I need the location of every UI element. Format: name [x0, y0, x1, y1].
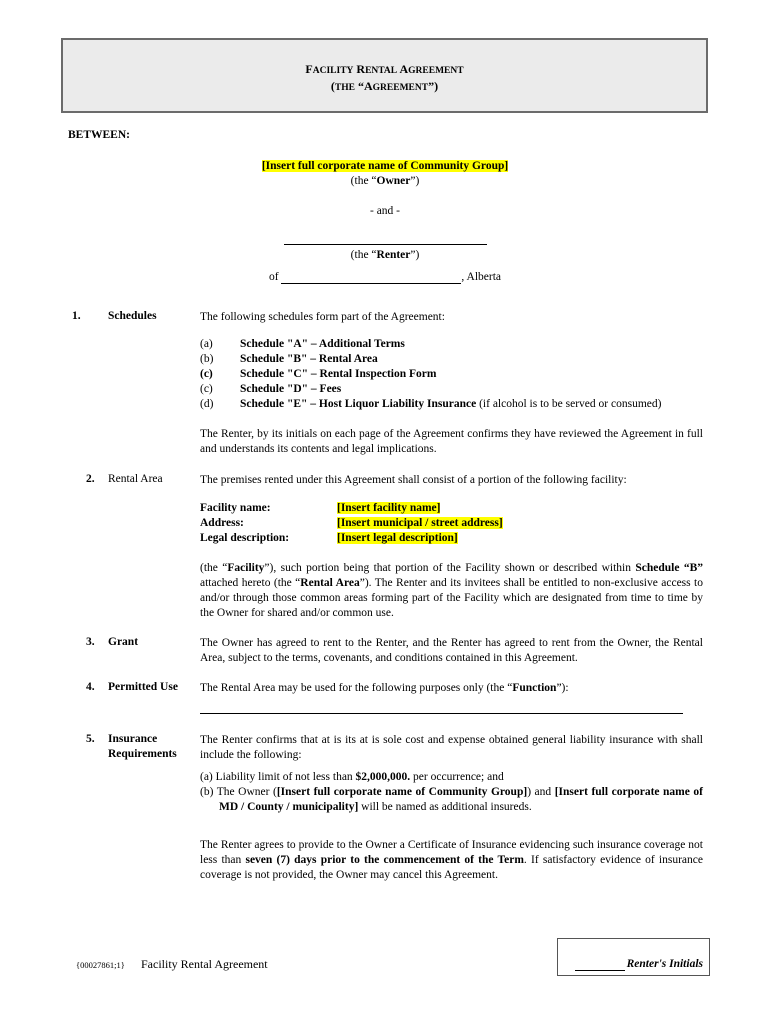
section-heading-permitted-use: Permitted Use: [108, 681, 178, 693]
text: ”):: [556, 682, 569, 694]
subtitle-part: ”): [428, 79, 439, 93]
text: . If satisfactory evidence of insurance coverage is not provided, the Owner may cancel this Agreement.: [200, 854, 703, 881]
rental-area-term: Rental Area: [300, 577, 360, 589]
subtitle-part: “A: [354, 79, 373, 93]
insurance-item-a: [200, 770, 703, 785]
schedules-intro: The following schedules form part of the Agreement:: [200, 311, 445, 323]
section-heading-grant: Grant: [108, 636, 139, 648]
subtitle-part: GREEMENT: [372, 83, 429, 93]
owner-name-line: [0, 160, 770, 172]
renter-initials-field: [575, 958, 703, 971]
renter-name-blank[interactable]: [284, 244, 487, 245]
renter-location: [0, 271, 770, 284]
certificate-paragraph: [200, 838, 703, 883]
item-label: Schedule "B" – Rental Area: [240, 353, 378, 365]
title-box: [61, 38, 708, 113]
and-separator: - and -: [369, 205, 400, 217]
title-letter: F: [305, 62, 313, 76]
item-letter: (b): [200, 353, 214, 365]
text: (the “: [350, 249, 377, 261]
schedule-b-term: Schedule “B”: [635, 562, 704, 574]
owner-name-placeholder: [Insert full corporate name of Community Group]: [261, 160, 509, 172]
document-title: [63, 62, 706, 77]
liability-amount: $2,000,000.: [355, 771, 411, 783]
section-heading-rental-area: Rental Area: [108, 473, 163, 485]
item-letter: (c): [200, 368, 213, 380]
between-heading: BETWEEN:: [68, 129, 130, 141]
item-label: Schedule "E" – Host Liquor Liability Insurance: [240, 398, 477, 410]
section-number: 1.: [72, 310, 81, 322]
renter-location-blank[interactable]: [281, 271, 461, 284]
document-id: {00027861;1}: [76, 960, 125, 970]
initials-label: Renter's Initials: [626, 958, 703, 970]
facility-value-placeholder: [Insert legal description]: [337, 532, 458, 544]
footer-title: Facility Rental Agreement: [141, 957, 268, 971]
text: (the “: [350, 175, 377, 187]
grant-paragraph: The Owner has agreed to rent to the Renter, and the Renter has agreed to rent from the Owner, the Rental Area, subject to the terms, covenants, and conditions contained in this Agreement.: [200, 637, 703, 664]
text: The Renter agrees to provide to the Owner a Certificate of Insurance evidencing such insurance coverage not less than: [200, 839, 703, 866]
renter-initials-note: The Renter, by its initials on each page of the Agreement confirms they have reviewed the Agreement in full and understands its contents and legal implications.: [200, 428, 703, 455]
facility-value-placeholder: [Insert municipal / street address]: [337, 517, 503, 529]
text: (the “: [200, 562, 228, 574]
facility-label: Facility name:: [200, 502, 271, 514]
owner-label: Owner: [376, 175, 411, 187]
document-subtitle: [63, 79, 706, 94]
section-number: 2.: [86, 473, 95, 485]
subtitle-part: THE: [334, 83, 355, 93]
text: ) and: [527, 786, 555, 798]
function-term: Function: [512, 682, 557, 694]
text: ”): [410, 175, 420, 187]
initials-blank[interactable]: [575, 958, 625, 971]
item-letter: (c): [200, 383, 213, 395]
item-letter: (a): [200, 338, 213, 350]
item-letter: (d): [200, 398, 214, 410]
renter-definition: [0, 249, 770, 261]
text: ”). The Renter and its invitees shall be entitled to non-exclusive access to and/or through those common areas forming part of the Facility which are designated from time to time by the Owner for shared and/or common use.: [200, 577, 703, 619]
subtitle-part: (: [330, 79, 335, 93]
permitted-use-blank[interactable]: [200, 713, 683, 714]
facility-value-placeholder: [Insert facility name]: [337, 502, 441, 514]
facility-label: Address:: [200, 517, 244, 529]
text: will be named as additional insureds.: [358, 801, 532, 813]
title-letter: A: [397, 62, 409, 76]
text: ”), such portion being that portion of the Facility shown or described within: [264, 562, 636, 574]
text: (a) Liability limit of not less than: [200, 771, 356, 783]
owner-definition: [0, 175, 770, 187]
title-letter: R: [353, 62, 366, 76]
item-label: Schedule "C" – Rental Inspection Form: [240, 368, 437, 380]
title-word: GREEMENT: [408, 66, 464, 76]
facility-label: Legal description:: [200, 532, 290, 544]
section-heading-insurance-line2: Requirements: [108, 748, 177, 760]
facility-definition-paragraph: [200, 561, 703, 621]
title-word: ACILITY: [312, 66, 354, 76]
renter-initials-box[interactable]: [557, 938, 710, 976]
facility-term: Facility: [227, 562, 265, 574]
section-number: 3.: [86, 636, 95, 648]
insurance-paragraph: The Renter confirms that at is its at is sole cost and expense obtained general liability insurance with shall include the following:: [200, 734, 703, 761]
text: , Alberta: [461, 271, 502, 283]
section-heading-insurance: Insurance: [108, 733, 158, 745]
text: ”): [410, 249, 420, 261]
text: (b) The Owner (: [200, 786, 277, 798]
municipality-placeholder: [Insert full corporate name of MD / County / municipality]: [219, 786, 703, 813]
insurance-item-b: [200, 785, 703, 815]
text: The Rental Area may be used for the following purposes only (the “: [200, 682, 513, 694]
section-number: 4.: [86, 681, 95, 693]
title-word: ENTAL: [365, 66, 398, 76]
text: per occurrence; and: [410, 771, 504, 783]
item-label: Schedule "D" – Fees: [240, 383, 342, 395]
text: of: [268, 271, 282, 283]
item-note: (if alcohol is to be served or consumed): [476, 398, 662, 410]
permitted-use-paragraph: [200, 681, 703, 696]
deadline-term: seven (7) days prior to the commencement of the Term: [245, 854, 524, 866]
renter-label: Renter: [376, 249, 411, 261]
rental-area-intro: The premises rented under this Agreement shall consist of a portion of the following facility:: [200, 474, 627, 486]
item-label: Schedule "A" – Additional Terms: [240, 338, 405, 350]
owner-placeholder: [Insert full corporate name of Community Group]: [276, 786, 528, 798]
text: attached hereto (the “: [200, 577, 301, 589]
section-number: 5.: [86, 733, 95, 745]
section-heading-schedules: Schedules: [108, 310, 157, 322]
